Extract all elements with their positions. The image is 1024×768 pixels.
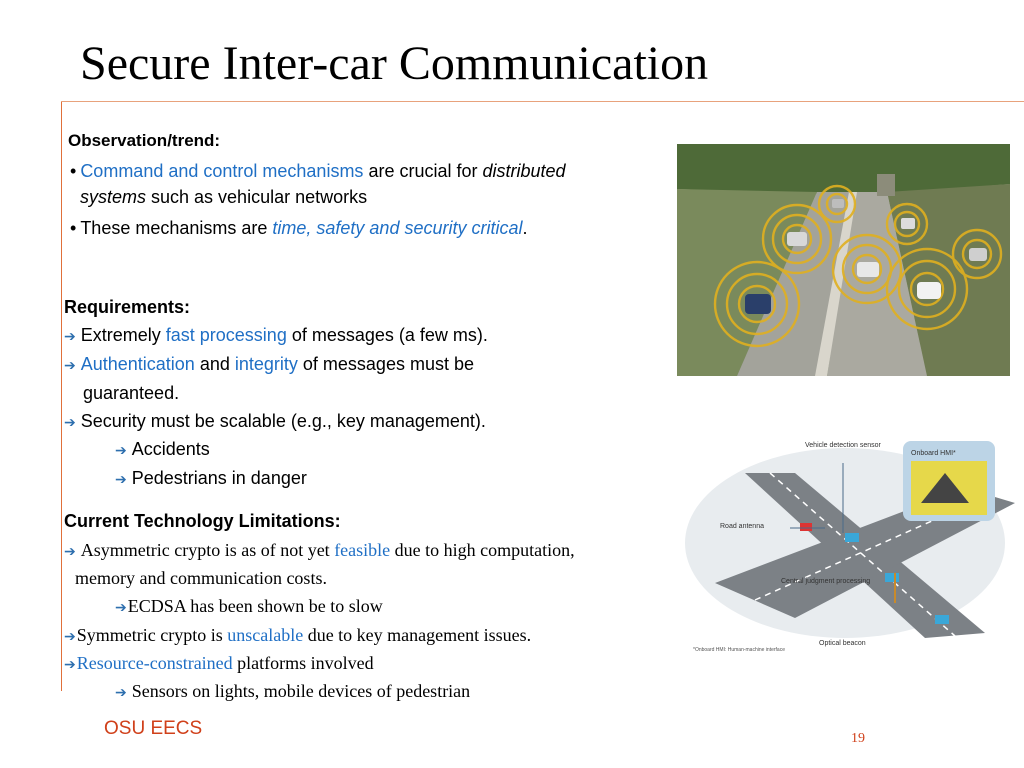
label-antenna: Road antenna (720, 523, 764, 530)
highlight-text: integrity (234, 354, 298, 374)
top-rule (61, 101, 1024, 102)
page-number: 19 (851, 731, 865, 746)
limitation-sub-2 (115, 680, 470, 705)
observation-bullet-1 (70, 160, 566, 182)
highlight-text: fast processing (165, 325, 287, 345)
requirement-2 (64, 353, 474, 376)
label-hmi: Onboard HMI* (911, 450, 956, 457)
intersection-diagram (685, 433, 1024, 658)
plain-text: such as vehicular networks (146, 187, 368, 207)
label-central: Central judgment processing (781, 578, 871, 585)
highlight-text: time, safety and security critical (272, 218, 523, 238)
plain-text: of messages (a few ms). (286, 325, 488, 345)
requirement-3 (64, 410, 486, 433)
highway-photo (677, 144, 1010, 376)
arrow-right-icon: ➔ (115, 601, 127, 616)
highlight-text: Command and control mechanisms (80, 161, 364, 181)
highlight-text: Authentication (80, 354, 195, 374)
plain-text: Sensors on lights, mobile devices of pedestrian (131, 681, 471, 701)
plain-text: due to high computation, (390, 540, 575, 560)
plain-text: platforms involved (232, 653, 374, 673)
limitations-heading: Current Technology Limitations: (64, 511, 341, 531)
arrow-right-icon: ➔ (115, 471, 127, 487)
limitation-1-cont: memory and communication costs. (75, 568, 327, 588)
observation-bullet-1-cont (80, 186, 367, 208)
label-beacon: Optical beacon (819, 640, 866, 647)
footer-label: OSU EECS (104, 718, 203, 739)
requirements-heading: Requirements: (64, 297, 191, 317)
intersection-illustration (685, 433, 1024, 658)
arrow-right-icon: ➔ (64, 328, 76, 344)
arrow-right-icon: ➔ (64, 414, 76, 430)
highway-illustration (677, 144, 1010, 376)
arrow-right-icon: ➔ (64, 630, 76, 645)
plain-text: of messages must be (297, 354, 474, 374)
arrow-right-icon: ➔ (64, 357, 76, 373)
requirement-sub-2 (115, 467, 307, 490)
plain-text: Symmetric crypto is (76, 625, 228, 645)
italic-text: systems (80, 187, 147, 207)
label-sensor: Vehicle detection sensor (805, 442, 881, 449)
italic-text: distributed (482, 161, 566, 181)
observation-bullet-2 (70, 217, 528, 239)
requirement-sub-1 (115, 438, 210, 461)
limitation-1 (64, 539, 575, 564)
observation-heading: Observation/trend: (68, 131, 221, 150)
arrow-right-icon: ➔ (115, 686, 127, 701)
highlight-text: Resource-constrained (76, 653, 233, 673)
plain-text: Accidents (131, 439, 210, 459)
plain-text: ECDSA has been shown be to slow (127, 596, 383, 616)
plain-text: and (194, 354, 235, 374)
left-rule (61, 101, 62, 691)
plain-text: Extremely (80, 325, 166, 345)
plain-text: due to key management issues. (303, 625, 532, 645)
arrow-right-icon: ➔ (115, 442, 127, 458)
bullet-dot: • (70, 218, 77, 238)
requirement-2-cont: guaranteed. (83, 383, 180, 403)
arrow-right-icon: ➔ (64, 658, 76, 673)
highlight-text: feasible (334, 540, 391, 560)
limitation-3 (64, 652, 374, 677)
bullet-dot: • (70, 161, 77, 181)
highlight-text: unscalable (227, 625, 304, 645)
slide-title: Secure Inter-car Communication (80, 37, 709, 90)
plain-text: . (522, 218, 528, 238)
plain-text: are crucial for (363, 161, 483, 181)
requirement-1 (64, 324, 488, 347)
label-footnote: *Onboard HMI: Human-machine interface (693, 647, 785, 653)
plain-text: Security must be scalable (e.g., key management). (80, 411, 486, 431)
limitation-sub-1 (115, 595, 383, 620)
plain-text: Asymmetric crypto is as of not yet (80, 540, 335, 560)
limitation-2 (64, 624, 531, 649)
plain-text: These mechanisms are (80, 218, 273, 238)
arrow-right-icon: ➔ (64, 545, 76, 560)
plain-text: Pedestrians in danger (131, 468, 307, 488)
